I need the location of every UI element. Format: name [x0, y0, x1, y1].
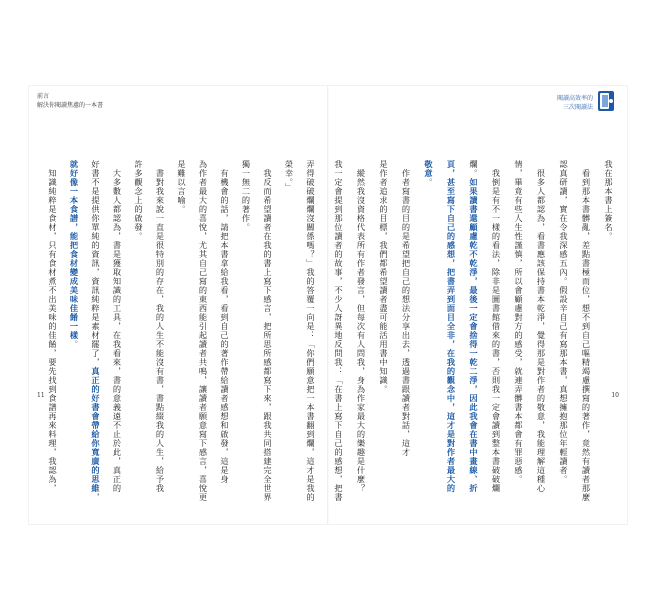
book-logo-icon: [597, 90, 615, 112]
emphasis-text: 如果讀書還顧慮乾不乾淨，最後一定會捨得一乾二淨，因此我會在書中畫線、折: [469, 178, 479, 493]
emphasis-text: 真正的好書會帶給你寬廣的思維: [91, 367, 101, 493]
body-text: 有機會的話，請把本書拿給我看，看到自己的著作帶給讀者感想和啟發，這是身: [220, 160, 230, 484]
text-column: [559, 160, 569, 530]
body-text: 爛。: [469, 160, 479, 178]
text-column: [70, 160, 80, 530]
text-column: [334, 160, 344, 530]
body-text: 很多人都認為，看書應該保持書本乾淨，覺得那是對作者的敬意，我能理解這種心: [536, 160, 547, 493]
text-column: [469, 160, 479, 530]
body-text: 獨一無二的著作。: [241, 160, 252, 232]
text-column: [357, 160, 367, 530]
text-column: [582, 160, 592, 530]
body-text: 。: [69, 340, 80, 349]
body-text: 書對我來說一直是很特別的存在，我的人生不能沒有書，書點綴我的人生，給予我: [155, 160, 166, 493]
text-column: [306, 160, 316, 530]
body-text: 弄得破破爛爛沒關係嗎？」我的答覆一向是：「你們願意把一本書翻到爛，這才是我的: [306, 160, 316, 502]
emphasis-text: 敬意: [424, 160, 434, 178]
body-text: 看到那本書髒亂，差點書極而位，想不到自己嘔精竭慮撰寫的著作，竟然有讀者那麼: [581, 160, 592, 502]
left-running-header: [37, 92, 103, 110]
body-text: 為作者最大的喜悅，尤其自己寫的東西能引起讀者共鳴，讓讀者願意寫下感言，喜悅更: [198, 160, 209, 502]
text-column: [134, 160, 144, 530]
text-column: [379, 160, 389, 530]
body-text: 榮幸。」: [284, 160, 295, 192]
body-text: 縱然我沒資格代表所有作者發言，但每次有人問我，身為作家最大的樂趣是什麼？: [356, 160, 367, 493]
body-text: 好書不是提供你單純的資訊，資訊純粹是素材罷了，: [91, 160, 101, 367]
text-column: [48, 160, 58, 530]
body-text: 大多數人都認為，書是獲取知識的工具，在我看來，書的意義遠不止於此，真正的: [112, 160, 123, 493]
text-column: [242, 160, 252, 530]
body-text: 是作者追求的目標，我們都希望讀者盡可能活用書中知識。: [379, 160, 389, 394]
right-running-header: [557, 94, 593, 112]
text-column: [447, 160, 457, 530]
body-text: 我反而希望讀者在我的書上寫下感言，把所思所感都寫下來，跟我共同搭建完全世界: [263, 160, 273, 502]
book-gutter: [327, 86, 329, 524]
text-column: [91, 160, 101, 530]
body-text: 我在那本書上簽名。: [604, 160, 614, 241]
emphasis-text: 就好像一本食譜，能把食材變成美味佳餚一樣: [69, 160, 80, 340]
body-text: ，: [91, 493, 101, 502]
body-text: 認真研讀，實在令我深感五內。假設辛自己有寫那本書，真想擁抱那位年輕讀者。: [559, 160, 569, 484]
book-spread: [29, 86, 627, 524]
text-column: [537, 160, 547, 530]
text-column: [113, 160, 123, 530]
right-header-line1: 閱讀高效率的: [556, 95, 593, 102]
left-header-chapter: 前言: [37, 93, 50, 100]
left-page-number: 11: [37, 392, 45, 399]
body-text: 我一定會提到那位讀者的故事，不少人訝異地反問我：「在書上寫下自己的感想，把書: [334, 160, 344, 502]
text-column: [156, 160, 166, 530]
text-column: [220, 160, 230, 530]
text-column: [604, 160, 614, 530]
body-text: 。: [424, 178, 434, 187]
text-column: [514, 160, 524, 530]
text-column: [285, 160, 295, 530]
text-column: [199, 160, 209, 530]
text-column: [263, 160, 273, 530]
body-text: 知識純粹是食材，只有食材煮不出美味的佳餚，要先找到食譜再來料理，我認為，: [48, 160, 58, 493]
body-text: 情，畢竟有些人生性謹慎，所以會顧慮對方的感受，就連弄髒書本都會有罪惡感。: [514, 160, 524, 484]
body-text: 作者寫書的目的是希望把自己的想法分享出去，透過書跟讀者對話，這才: [401, 160, 412, 457]
left-header-title: 解決你閱讀焦慮的一本書: [37, 102, 104, 109]
body-text: 是難以言喻。: [177, 160, 187, 214]
right-header-line2: 三次閱讀法: [562, 104, 593, 111]
text-column: [402, 160, 412, 530]
text-column: [492, 160, 502, 530]
right-page-number: 10: [611, 392, 619, 399]
text-column: [177, 160, 187, 530]
body-text: 許多觀念上的啟發。: [134, 160, 144, 241]
body-text: 我倒是有不一樣的看法，除非是圖書館借來的書，否則我一定會讀到整本書破破爛: [491, 160, 502, 493]
text-column: [424, 160, 434, 530]
emphasis-text: 頁，甚至寫下自己的感想，把書弄到面目全非，在我的觀念中，這才是對作者最大的: [446, 160, 457, 493]
